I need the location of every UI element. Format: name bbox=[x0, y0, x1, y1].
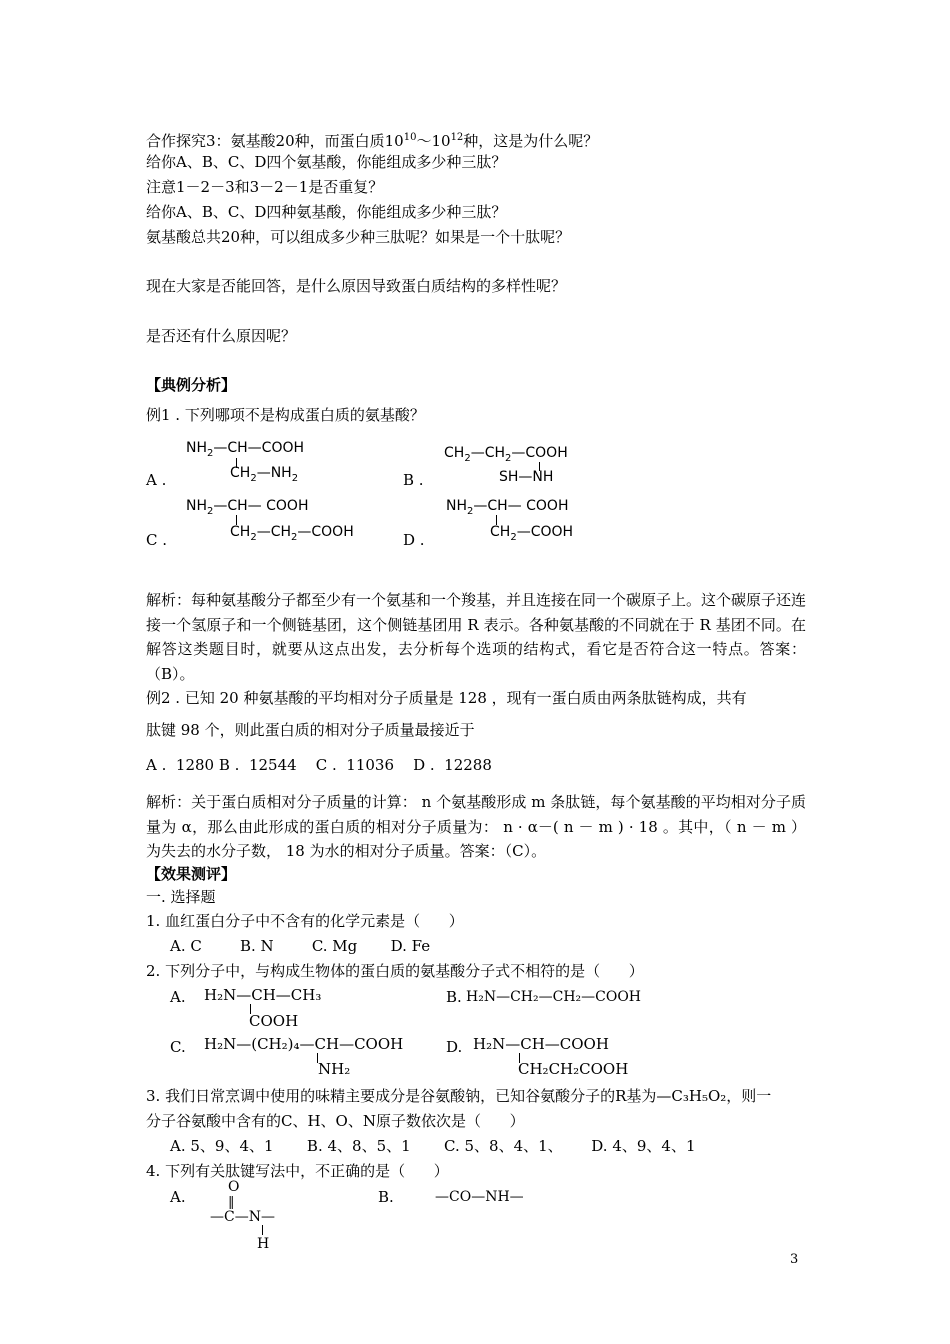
explore3-line3: 注意1－2－3和3－2－1是否重复？ bbox=[146, 178, 384, 196]
example1-structure-d-line2: $CH_2—COOH$ bbox=[490, 524, 574, 543]
question4-option-a-label: A. bbox=[170, 1188, 186, 1206]
explore3-line6: 现在大家是否能回答，是什么原因导致蛋白质结构的多样性呢？ bbox=[146, 277, 567, 295]
question4-option-a-double-bond: ‖ bbox=[228, 1195, 235, 1210]
example1-structure-a-line1: $NH_2—CH—COOH$ bbox=[186, 440, 305, 459]
example1-analysis: 解析：每种氨基酸分子都至少有一个氨基和一个羧基，并且连接在同一个碳原子上。这个碳原子还连接一个氢原子和一个侧链基团，这个侧链基团用 R 表示。各种氨基酸的不同就在于 R 基团不同。在解答这类题目时，就要从这点出发，去分析每个选项的结构式，看它是否符合这一特点。答案：（B）。 bbox=[146, 591, 807, 683]
question4-option-a-oxygen: O bbox=[228, 1179, 240, 1195]
example1-structure-c-line2: $CH_2—CH_2—COOH$ bbox=[230, 524, 354, 543]
question2-option-b-formula: H₂N—CH₂—CH₂—COOH bbox=[466, 989, 642, 1005]
question3-line1: 3. 我们日常烹调中使用的味精主要成分是谷氨酸钠，已知谷氨酸分子的R基为—C₃H₅O₂，则一 bbox=[146, 1087, 772, 1105]
explore3-line2: 给你A、B、C、D四个氨基酸，你能组成多少种三肽？ bbox=[146, 153, 507, 171]
explore3-line4: 给你A、B、C、D四种氨基酸，你能组成多少种三肽？ bbox=[146, 203, 507, 221]
example1-option-a-label: A . bbox=[146, 471, 167, 489]
question2-option-a-line1: H₂N—CH—CH₃ bbox=[204, 986, 322, 1004]
question2-option-d-line1: H₂N—CH—COOH bbox=[473, 1035, 609, 1053]
question2-option-c-line1: H₂N—(CH₂)₄—CH—COOH bbox=[204, 1035, 404, 1053]
example2-question-line2: 肽键 98 个，则此蛋白质的相对分子质量最接近于 bbox=[146, 721, 475, 739]
question2-option-b-label: B. bbox=[446, 988, 462, 1006]
example1-structure-b-line1: $CH_2—CH_2—COOH$ bbox=[444, 445, 568, 464]
explore3-line5: 氨基酸总共20种，可以组成多少种三肽呢？如果是一个十肽呢？ bbox=[146, 228, 571, 246]
question2-option-c-label: C. bbox=[170, 1038, 186, 1056]
question1: 1. 血红蛋白分子中不含有的化学元素是（ ） bbox=[146, 912, 464, 930]
example1-option-b-label: B . bbox=[403, 471, 424, 489]
question1-options: A. C B. N C. Mg D. Fe bbox=[170, 937, 431, 955]
example1-question: 例1 . 下列哪项不是构成蛋白质的氨基酸？ bbox=[146, 406, 425, 424]
question2-option-c-line2: NH₂ bbox=[318, 1060, 351, 1078]
question2-option-d-label: D. bbox=[446, 1038, 463, 1056]
question2-option-d-line2: CH₂CH₂COOH bbox=[518, 1060, 629, 1078]
question4-option-b-label: B. bbox=[378, 1188, 394, 1206]
page-number: 3 bbox=[790, 1252, 799, 1267]
example1-structure-a-line2: $CH_2—NH_2$ bbox=[230, 465, 299, 484]
question2-option-a-line2: COOH bbox=[249, 1012, 299, 1030]
example2-question-line1: 例2 . 已知 20 种氨基酸的平均相对分子质量是 128 ，现有一蛋白质由两条肽链构成，共有 bbox=[146, 689, 747, 707]
question4-option-b-formula: —CO—NH— bbox=[435, 1189, 524, 1205]
example1-structure-b-line2: SH—NH bbox=[499, 469, 554, 485]
example1-option-c-label: C . bbox=[146, 531, 168, 549]
example1-option-d-label: D . bbox=[403, 531, 425, 549]
question2-option-a-label: A. bbox=[170, 988, 186, 1006]
question3-line2: 分子谷氨酸中含有的C、H、O、N原子数依次是（ ） bbox=[146, 1112, 525, 1130]
question2: 2. 下列分子中，与构成生物体的蛋白质的氨基酸分子式不相符的是（ ） bbox=[146, 962, 644, 980]
question3-options: A. 5、9、4、1 B. 4、8、5、1 C. 5、8、4、1、 D. 4、9、4、1 bbox=[170, 1137, 696, 1155]
explore3-line1: 合作探究3：氨基酸20种，而蛋白质$10^{10}\sim 10^{12}$种，这是为什么呢？ bbox=[146, 132, 599, 150]
example2-analysis: 解析：关于蛋白质相对分子质量的计算： n 个氨基酸形成 m 条肽链，每个氨基酸的平均相对分子质量为 α，那么由此形成的蛋白质的相对分子质量为： n · α－( n － m ) · 18 。其中，（ n － m ）为失去的水分子数， 18 为水的相对分子质量。答案：（C）。 bbox=[146, 793, 806, 860]
explore3-line7: 是否还有什么原因呢？ bbox=[146, 327, 297, 345]
question4: 4. 下列有关肽键写法中，不正确的是（ ） bbox=[146, 1162, 449, 1180]
test-heading: 【效果测评】 bbox=[146, 865, 237, 883]
example2-options: A . 1280 B . 12544 C . 11036 D . 12288 bbox=[146, 756, 492, 774]
question4-option-a-chain: —C—N— bbox=[210, 1209, 275, 1225]
test-section-choice: 一. 选择题 bbox=[146, 888, 216, 906]
example1-structure-c-line1: $NH_2—CH—$ COOH bbox=[186, 498, 309, 517]
question4-option-a-hydrogen: H bbox=[257, 1236, 270, 1252]
typical-heading: 【典例分析】 bbox=[146, 376, 237, 394]
example1-structure-d-line1: $NH_2—CH—$ COOH bbox=[446, 498, 569, 517]
